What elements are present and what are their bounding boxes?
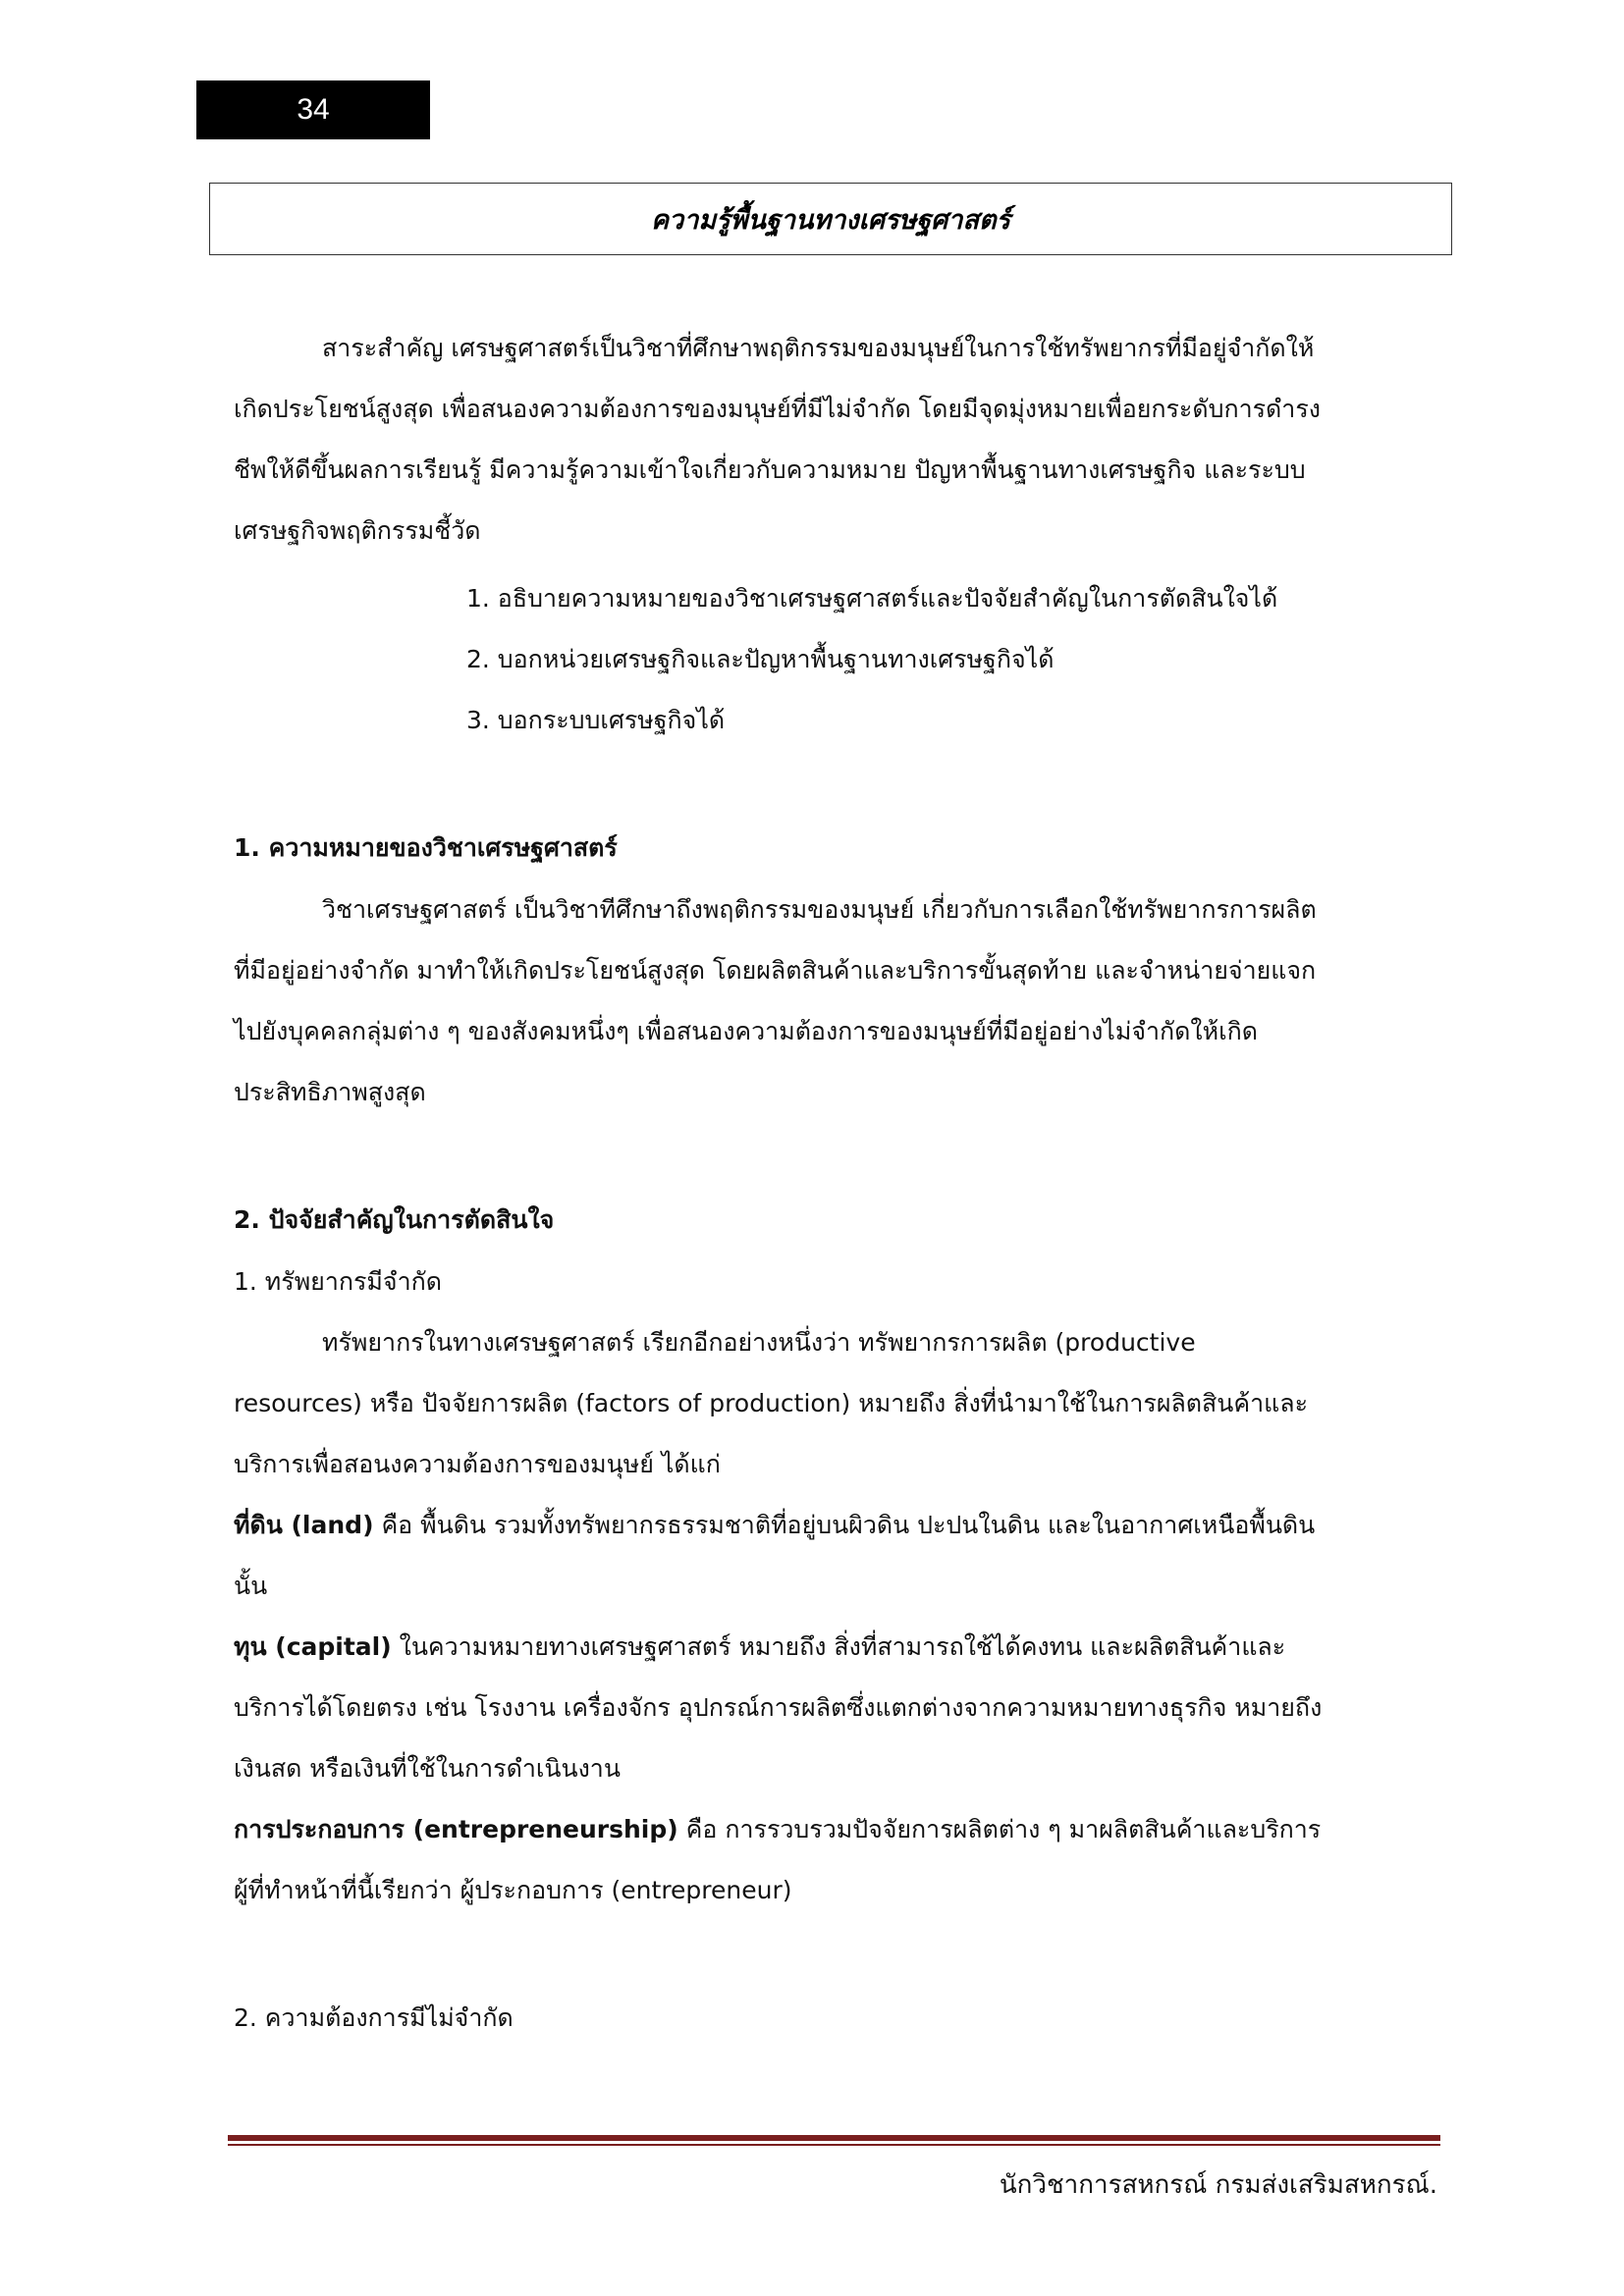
paragraph-line: เงินสด หรือเงินที่ใช้ในการดำเนินงาน <box>234 1754 621 1783</box>
paragraph-line: resources) หรือ ปัจจัยการผลิต (factors of production) หมายถึง สิ่งที่นำมาใช้ในการผลิตสินค้าและ <box>234 1389 1309 1417</box>
paragraph-line: วิชาเศรษฐศาสตร์ เป็นวิชาทีศึกษาถึงพฤติกรรมของมนุษย์ เกี่ยวกับการเลือกใช้ทรัพยากรการผลิต <box>322 895 1317 924</box>
indicator-item: 1. อธิบายความหมายของวิชาเศรษฐศาสตร์และปัจจัยสำคัญในการตัดสินใจได้ <box>466 584 1278 613</box>
term-land: ที่ดิน (land) <box>234 1511 374 1539</box>
paragraph-line: ที่มีอยู่อย่างจำกัด มาทำให้เกิดประโยชน์สูงสุด โดยผลิตสินค้าและบริการขั้นสุดท้าย และจำหน่ายจ่ายแจก <box>234 956 1317 985</box>
indicator-item: 3. บอกระบบเศรษฐกิจได้ <box>466 706 726 734</box>
paragraph-line: บริการเพื่อสอนงความต้องการของมนุษย์ ได้แก่ <box>234 1450 721 1478</box>
footer-divider <box>228 2135 1440 2141</box>
footer-divider-thin <box>228 2144 1440 2146</box>
intro-line: ชีพให้ดีขึ้นผลการเรียนรู้ มีความรู้ความเข้าใจเกี่ยวกับความหมาย ปัญหาพื้นฐานทางเศรษฐกิจ และระบบ <box>234 455 1306 484</box>
footer-credit: นักวิชาการสหกรณ์ กรมส่งเสริมสหกรณ์. <box>999 2170 1437 2200</box>
land-text: คือ พื้นดิน รวมทั้งทรัพยากรธรรมชาติที่อยู่บนผิวดิน ปะปนในดิน และในอากาศเหนือพื้นดิน <box>373 1511 1316 1539</box>
paragraph-line: ทรัพยากรในทางเศรษฐศาสตร์ เรียกอีกอย่างหนึ่งว่า ทรัพยากรการผลิต (productive <box>322 1328 1196 1357</box>
term-capital: ทุน (capital) <box>234 1632 392 1661</box>
intro-line: เศรษฐกิจพฤติกรรมชี้วัด <box>234 516 481 545</box>
subsection-heading: 1. ทรัพยากรมีจำกัด <box>234 1267 442 1296</box>
land-definition <box>234 1494 1434 1556</box>
intro-line: เกิดประโยชน์สูงสุด เพื่อสนองความต้องการของมนุษย์ที่มีไม่จำกัด โดยมีจุดมุ่งหมายเพื่อยกระดับการดำรง <box>234 395 1321 423</box>
page-number <box>196 80 430 139</box>
entrepreneurship-definition <box>234 1798 1434 1860</box>
chapter-title-box <box>209 183 1452 255</box>
indicator-item: 2. บอกหน่วยเศรษฐกิจและปัญหาพื้นฐานทางเศรษฐกิจได้ <box>466 645 1055 673</box>
capital-definition <box>234 1616 1434 1678</box>
subsection-heading: 2. ความต้องการมีไม่จำกัด <box>234 2003 514 2032</box>
page-number-text: 34 <box>297 93 330 126</box>
intro-line: สาระสำคัญ เศรษฐศาสตร์เป็นวิชาที่ศึกษาพฤติกรรมของมนุษย์ในการใช้ทรัพยากรที่มีอยู่จำกัดให้ <box>322 334 1315 362</box>
term-entrepreneurship: การประกอบการ (entrepreneurship) <box>234 1815 678 1843</box>
section-heading: 2. ปัจจัยสำคัญในการตัดสินใจ <box>234 1205 555 1234</box>
paragraph-line: ไปยังบุคคลกลุ่มต่าง ๆ ของสังคมหนึ่งๆ เพื่อสนองความต้องการของมนุษย์ที่มีอยู่อย่างไม่จำกัดให้เกิด <box>234 1017 1259 1045</box>
section-heading: 1. ความหมายของวิชาเศรษฐศาสตร์ <box>234 833 618 862</box>
paragraph-line: ประสิทธิภาพสูงสุด <box>234 1078 426 1106</box>
paragraph-line: นั้น <box>234 1572 268 1600</box>
capital-text: ในความหมายทางเศรษฐศาสตร์ หมายถึง สิ่งที่สามารถใช้ได้คงทน และผลิตสินค้าและ <box>391 1632 1286 1661</box>
paragraph-line: บริการได้โดยตรง เช่น โรงงาน เครื่องจักร อุปกรณ์การผลิตซึ่งแตกต่างจากความหมายทางธุรกิจ หมายถึง <box>234 1693 1323 1722</box>
entrepreneurship-text: คือ การรวบรวมปัจจัยการผลิตต่าง ๆ มาผลิตสินค้าและบริการ <box>677 1815 1322 1843</box>
paragraph-line: ผู้ที่ทำหน้าที่นี้เรียกว่า ผู้ประกอบการ (entrepreneur) <box>234 1876 792 1904</box>
chapter-title: ความรู้พื้นฐานทางเศรษฐศาสตร์ <box>651 204 1010 236</box>
